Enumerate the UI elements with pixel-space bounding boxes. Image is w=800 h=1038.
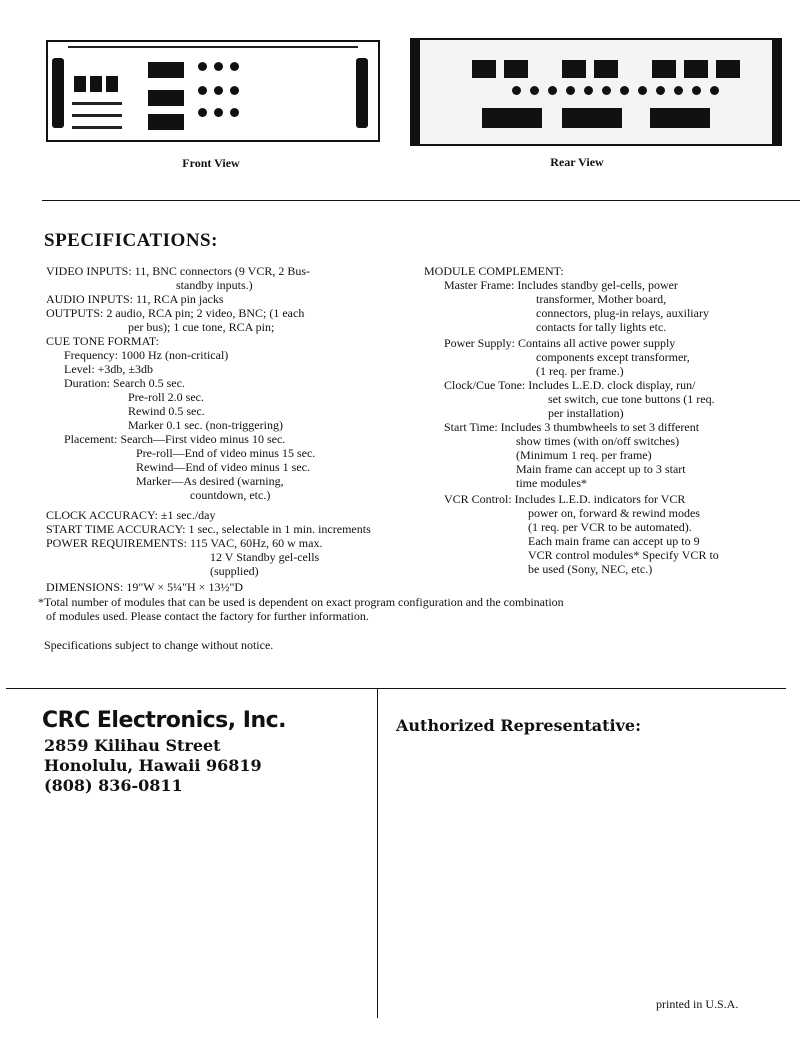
spec-line: Each main frame can accept up to 9	[528, 534, 700, 548]
spec-line: Marker—As desired (warning,	[136, 474, 284, 488]
spec-line: Marker 0.1 sec. (non-triggering)	[128, 418, 283, 432]
spec-line: Pre-roll 2.0 sec.	[128, 390, 204, 404]
spec-line: show times (with on/off switches)	[516, 434, 680, 448]
spec-line: Rewind—End of video minus 1 sec.	[136, 460, 310, 474]
spec-line: Pre-roll—End of video minus 15 sec.	[136, 446, 316, 460]
spec-line: transformer, Mother board,	[536, 292, 667, 306]
company-street: 2859 Kilihau Street	[44, 736, 221, 755]
front-left-handle	[52, 58, 64, 128]
divider-top	[42, 200, 800, 201]
spec-vcr-control: VCR Control: Includes L.E.D. indicators for VCR	[444, 492, 686, 506]
spec-line: VCR control modules* Specify VCR to	[528, 548, 719, 562]
divider-vertical	[377, 688, 378, 1018]
footnote-line-1: *Total number of modules that can be used is dependent on exact program configuration and the combination	[38, 595, 564, 609]
spec-line: 12 V Standby gel-cells	[210, 550, 320, 564]
spec-power-supply: Power Supply: Contains all active power supply	[444, 336, 676, 350]
spec-start-time: Start Time: Includes 3 thumbwheels to set 3 different	[444, 420, 700, 434]
spec-module-complement: MODULE COMPLEMENT:	[424, 264, 564, 278]
spec-line: time modules*	[516, 476, 587, 490]
company-phone: (808) 836-0811	[44, 776, 183, 795]
spec-line: connectors, plug-in relays, auxiliary	[536, 306, 709, 320]
spec-outputs: OUTPUTS: 2 audio, RCA pin; 2 video, BNC; (1 each	[46, 306, 305, 320]
spec-video-inputs: VIDEO INPUTS: 11, BNC connectors (9 VCR, 2 Bus-	[46, 264, 310, 278]
spec-line: (1 req. per VCR to be automated).	[528, 520, 692, 534]
spec-line: per installation)	[548, 406, 624, 420]
spec-clock-accuracy: CLOCK ACCURACY: ±1 sec./day	[46, 508, 216, 522]
spec-line: be used (Sony, NEC, etc.)	[528, 562, 653, 576]
front-right-handle	[356, 58, 368, 128]
spec-line: Placement: Search—First video minus 10 sec.	[64, 432, 286, 446]
spec-line: Rewind 0.5 sec.	[128, 404, 205, 418]
spec-dimensions: DIMENSIONS: 19"W × 5¼"H × 13½"D	[46, 580, 244, 594]
spec-line: contacts for tally lights etc.	[536, 320, 667, 334]
divider-bottom	[6, 688, 786, 689]
spec-clock-cue-tone: Clock/Cue Tone: Includes L.E.D. clock display, run/	[444, 378, 696, 392]
company-logo: CRC Electronics, Inc.	[42, 708, 287, 733]
spec-line: (1 req. per frame.)	[536, 364, 624, 378]
rear-view-image	[410, 38, 782, 146]
rear-view-caption: Rear View	[550, 155, 604, 169]
spec-line: set switch, cue tone buttons (1 req.	[548, 392, 715, 406]
notice: Specifications subject to change without notice.	[44, 638, 274, 652]
specifications-heading: SPECIFICATIONS:	[44, 230, 218, 251]
printed-in: printed in U.S.A.	[656, 997, 739, 1011]
spec-line: countdown, etc.)	[190, 488, 271, 502]
spec-line: power on, forward & rewind modes	[528, 506, 700, 520]
spec-line: Main frame can accept up to 3 start	[516, 462, 686, 476]
spec-line: (supplied)	[210, 564, 259, 578]
authorized-representative: Authorized Representative:	[396, 716, 641, 735]
spec-line: per bus); 1 cue tone, RCA pin;	[128, 320, 275, 334]
spec-line: Duration: Search 0.5 sec.	[64, 376, 185, 390]
front-view-caption: Front View	[182, 156, 240, 170]
spec-line: components except transformer,	[536, 350, 690, 364]
spec-line: Level: +3db, ±3db	[64, 362, 154, 376]
spec-power-requirements: POWER REQUIREMENTS: 115 VAC, 60Hz, 60 w max.	[46, 536, 323, 550]
company-city: Honolulu, Hawaii 96819	[44, 756, 262, 775]
spec-line: standby inputs.)	[176, 278, 253, 292]
spec-line: Frequency: 1000 Hz (non-critical)	[64, 348, 229, 362]
spec-line: (Minimum 1 req. per frame)	[516, 448, 652, 462]
spec-audio-inputs: AUDIO INPUTS: 11, RCA pin jacks	[46, 292, 224, 306]
footnote-line-2: of modules used. Please contact the factory for further information.	[46, 609, 369, 623]
spec-start-time-accuracy: START TIME ACCURACY: 1 sec., selectable in 1 min. increments	[46, 522, 371, 536]
spec-cue-tone-format: CUE TONE FORMAT:	[46, 334, 159, 348]
front-view-image	[46, 40, 380, 142]
spec-master-frame: Master Frame: Includes standby gel-cells, power	[444, 278, 678, 292]
